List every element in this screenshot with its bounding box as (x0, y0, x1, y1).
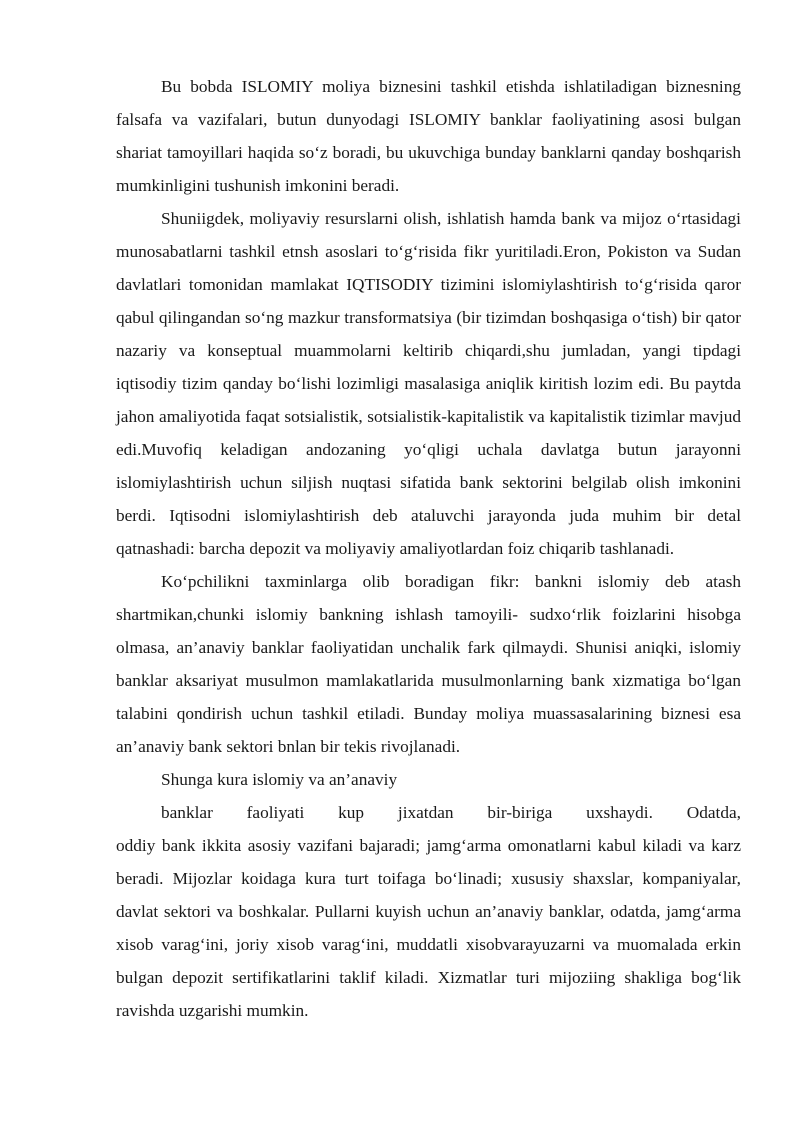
paragraph-comparison-start: Shunga kura islomiy va an’anaviy (161, 770, 398, 789)
paragraph-comparison-line: banklar faoliyati kup jixatdan bir-biriga uxshaydi. Odatda, (161, 803, 741, 822)
paragraph-intro: Bu bobda ISLOMIY moliya biznesini tashkil etishda ishlatiladigan biznesning falsafa va vazifalari, butun dunyodagi ISLOMIY banklar faoliyatining asosi bulgan shariat tamoyillari haqida so‘z boradi, bu ukuvchiga bunday banklarni qanday boshqarish mumkinligini tushunish imkonini beradi. (116, 77, 741, 195)
document-page (116, 70, 741, 1027)
paragraph-transformation: Shuniigdek, moliyaviy resurslarni olish, ishlatish hamda bank va mijoz o‘rtasidagi munosabatlarni tashkil etnsh asoslari to‘g‘risida fikr yuritiladi.Eron, Pokiston va Sudan davlatlari tomonidan mamlakat IQTISODIY tizimini islomiylashtirish to‘g‘risida qaror qabul qilingandan so‘ng mazkur transformatsiya (bir tizimdan boshqasiga o‘tish) bir qator nazariy va konseptual muammolarni keltirib chiqardi,shu jumladan, yangi tipdagi iqtisodiy tizim qanday bo‘lishi lozimligi masalasiga aniqlik kiritish lozim edi. Bu paytda jahon amaliyotida faqat sotsialistik, sotsialistik-kapitalistik va kapitalistik tizimlar mavjud edi.Muvofiq keladigan andozaning yo‘qligi uchala davlatga butun jarayonni islomiylashtirish uchun siljish nuqtasi sifatida bank sektorini belgilab olish imkonini berdi. Iqtisodni islomiylashtirish deb ataluvchi jarayonda juda muhim bir detal qatnashadi: barcha depozit va moliyaviy amaliyotlardan foiz chiqarib tashlanadi. (116, 209, 741, 558)
paragraph-islamic-banks: Ko‘pchilikni taxminlarga olib boradigan fikr: bankni islomiy deb atash shartmikan,chunki islomiy bankning ishlash tamoyili- sudxo‘rlik foizlarini hisobga olmasa, an’anaviy banklar faoliyatidan unchalik fark qilmaydi. Shunisi aniqki, islomiy banklar aksariyat musulmon mamlakatlarida musulmonlarning bank xizmatiga bo‘lgan talabini qondirish uchun tashkil etiladi. Bunday moliya muassasalarining biznesi esa an’anaviy bank sektori bnlan bir tekis rivojlanadi. (116, 572, 741, 756)
paragraph-bank-functions: oddiy bank ikkita asosiy vazifani bajaradi; jamg‘arma omonatlarni kabul kiladi va karz beradi. Mijozlar koidaga kura turt toifaga bo‘linadi; xususiy shaxslar, kompaniyalar, davlat sektori va boshkalar. Pullarni kuyish uchun an’anaviy banklar, odatda, jamg‘arma xisob varag‘ini, joriy xisob varag‘ini, muddatli xisobvarayuzarni va muomalada erkin bulgan depozit sertifikatlarini taklif kiladi. Xizmatlar turi mijoziing shakliga bog‘lik ravishda uzgarishi mumkin. (116, 836, 741, 1020)
